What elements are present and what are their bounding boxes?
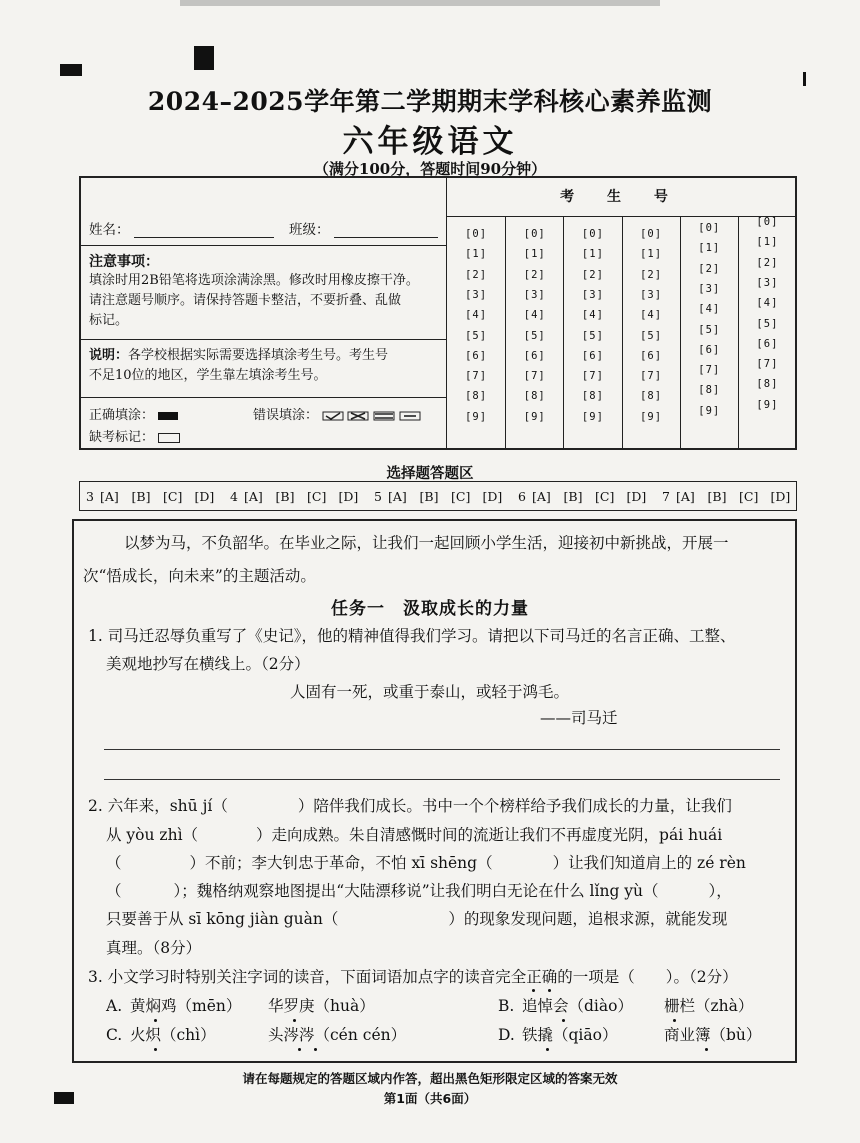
q2-text: ）的现象发现问题，追根求源，就能发现 [448, 910, 728, 928]
explain-block [81, 340, 446, 398]
choice-question-number: 4 [230, 489, 238, 504]
exam-digit-bubble[interactable]: [8] [523, 390, 546, 403]
exam-digit-bubble[interactable]: [1] [465, 248, 488, 261]
q2-text: 从 yòu zhì（ [106, 826, 199, 844]
exam-digit-bubble[interactable]: [4] [640, 309, 663, 322]
choice-option-bubble[interactable]: [C] [163, 489, 183, 504]
q1-quote: 人固有一死，或重于泰山，或轻于鸿毛。 [290, 683, 570, 701]
exam-digit-bubble[interactable]: [3] [698, 282, 721, 295]
exam-subtitle: （满分100分，答题时间90分钟） [313, 160, 547, 178]
exam-digit-bubble[interactable]: [7] [640, 370, 663, 383]
q2-text: ）陪伴我们成长。书中一个个榜样给予我们成长的力量，让我们 [297, 797, 732, 815]
exam-digit-bubble[interactable]: [9] [698, 404, 721, 417]
notes-line: 标记。 [89, 313, 129, 328]
choice-question-number: 6 [518, 489, 526, 504]
q2-line [106, 881, 732, 901]
notes-title: 注意事项： [89, 254, 159, 270]
q3-option-a-word1: 黄焖鸡（mēn） [130, 997, 242, 1015]
choice-option-bubble[interactable]: [A] [676, 489, 695, 504]
exam-digit-bubble[interactable]: [4] [698, 303, 721, 316]
exam-digit-bubble[interactable]: [4] [581, 309, 604, 322]
q2-line [106, 853, 746, 873]
exam-digit-bubble[interactable]: [7] [581, 370, 604, 383]
choice-option-bubble[interactable]: [A] [388, 489, 407, 504]
q2-text: ）走向成熟。朱自清感慨时间的流逝让我们不再虚度光阴，pái huái [256, 826, 723, 844]
exam-digit-bubble[interactable]: [7] [523, 370, 546, 383]
choice-option-bubble[interactable]: [B] [131, 489, 151, 504]
choice-question-number: 5 [374, 489, 382, 504]
answer-area-notice: 请在每题规定的答题区域内作答，超出黑色矩形限定区域的答案无效 [242, 1071, 618, 1086]
choice-option-bubble[interactable]: [B] [563, 489, 583, 504]
exam-digit-bubble[interactable]: [0] [756, 216, 779, 228]
q1-answer-line[interactable] [104, 779, 780, 780]
q3-option-d-word1: 铁撬（qiāo） [522, 1026, 618, 1044]
exam-digit-bubble[interactable]: [6] [465, 349, 488, 362]
exam-digit-bubble[interactable]: [0] [523, 228, 546, 240]
class-label: 班级： [289, 222, 330, 238]
exam-digit-bubble[interactable]: [1] [640, 248, 663, 261]
choice-option-bubble[interactable]: [D] [626, 489, 647, 504]
task1-title: 任务一 汲取成长的力量 [331, 599, 529, 619]
choice-option-bubble[interactable]: [A] [244, 489, 263, 504]
emphasis-dot [293, 1019, 296, 1022]
choice-option-bubble[interactable]: [D] [338, 489, 359, 504]
choice-option-bubble[interactable]: [D] [194, 489, 215, 504]
notes-line: 填涂时用2B铅笔将选项涂满涂黑。修改时用橡皮擦干净。 [89, 273, 419, 288]
emphasis-dot [705, 1048, 708, 1051]
q2-line [106, 825, 722, 845]
choice-option-bubble[interactable]: [A] [100, 489, 119, 504]
q1-author: ——司马迁 [540, 709, 618, 727]
q3-option-c-word2: 头涔涔（cén cén） [268, 1026, 407, 1044]
exam-number-column [563, 216, 621, 448]
candidate-info-box [79, 176, 797, 450]
q2-text: ）让我们知道肩上的 zé rèn [552, 854, 746, 872]
exam-digit-bubble[interactable]: [5] [581, 329, 604, 342]
choice-option-bubble[interactable]: [C] [307, 489, 327, 504]
choice-option-bubble[interactable]: [D] [770, 489, 791, 504]
exam-digit-bubble[interactable]: [7] [465, 370, 488, 383]
exam-digit-bubble[interactable]: [9] [756, 398, 779, 411]
emphasis-dot [546, 1048, 549, 1051]
scan-edge [180, 0, 660, 6]
registration-mark-top-left [60, 64, 82, 76]
exam-number-grid [447, 178, 795, 448]
exam-digit-bubble[interactable]: [5] [640, 329, 663, 342]
correct-fill-label: 正确填涂： [89, 408, 155, 423]
exam-digit-bubble[interactable]: [5] [523, 329, 546, 342]
exam-digit-bubble[interactable]: [8] [465, 390, 488, 403]
explain-line: 不足10位的地区，学生靠左填涂考生号。 [89, 368, 327, 383]
exam-digit-bubble[interactable]: [4] [523, 309, 546, 322]
exam-digit-bubble[interactable]: [8] [756, 378, 779, 391]
choice-area-title: 选择题答题区 [386, 466, 474, 482]
exam-number-column [505, 216, 563, 448]
exam-number-column [738, 216, 796, 448]
exam-digit-bubble[interactable]: [2] [698, 262, 721, 275]
exam-digit-bubble[interactable]: [3] [640, 288, 663, 301]
exam-digit-bubble[interactable]: [9] [523, 410, 546, 423]
wrong-fill-samples-icon [322, 410, 432, 422]
exam-digit-bubble[interactable]: [2] [640, 268, 663, 281]
exam-digit-bubble[interactable]: [8] [581, 390, 604, 403]
page-number: 第1面（共6面） [383, 1091, 477, 1106]
exam-digit-bubble[interactable]: [6] [698, 343, 721, 356]
q3-option-b-word2: 栅栏（zhà） [664, 997, 754, 1015]
q3-text: 的一项是（ ）。（2分） [557, 968, 738, 986]
exam-digit-bubble[interactable]: [5] [465, 329, 488, 342]
emphasis-dot [673, 1019, 676, 1022]
q3-dotted-char: 确 [541, 968, 558, 986]
q2-text: （ [106, 882, 122, 900]
absent-mark-box[interactable] [158, 433, 180, 443]
class-field[interactable] [334, 223, 438, 238]
explain-title: 说明： [89, 348, 129, 363]
q3-option-b-label: B. [498, 997, 515, 1015]
q2-text: 只要善于从 sī kōng jiàn guàn（ [106, 910, 339, 928]
fill-examples [81, 398, 446, 452]
q2-line: 真理。（8分） [106, 939, 202, 957]
q3-option-b-word1: 追悼会（diào） [522, 997, 633, 1015]
exam-digit-bubble[interactable]: [7] [756, 358, 779, 371]
exam-digit-bubble[interactable]: [6] [581, 349, 604, 362]
exam-digit-bubble[interactable]: [0] [465, 228, 488, 240]
emphasis-dot [562, 1019, 565, 1022]
emphasis-dot [298, 1048, 301, 1051]
q2-line [106, 909, 727, 929]
q3-option-a-word2: 华罗庚（huà） [268, 997, 375, 1015]
exam-digit-bubble[interactable]: [1] [698, 242, 721, 255]
choice-question-number: 3 [86, 489, 94, 504]
exam-digit-bubble[interactable]: [1] [523, 248, 546, 261]
exam-number-column [447, 216, 505, 448]
intro-line: 以梦为马，不负韶华。在毕业之际，让我们一起回顾小学生活，迎接初中新挑战，开展一 [124, 534, 729, 552]
q3-option-a-label: A. [106, 997, 123, 1015]
q1-answer-line[interactable] [104, 749, 780, 750]
exam-digit-bubble[interactable]: [2] [523, 268, 546, 281]
name-field[interactable] [134, 223, 274, 238]
q2-text: （ [106, 854, 122, 872]
exam-digit-bubble[interactable]: [3] [581, 288, 604, 301]
q3-option-d-word2: 商业簿（bù） [664, 1026, 762, 1044]
choice-option-bubble[interactable]: [C] [451, 489, 471, 504]
registration-mark-top [194, 46, 214, 70]
exam-digit-bubble[interactable]: [4] [465, 309, 488, 322]
q3-option-d-label: D. [498, 1026, 515, 1044]
q3-option-c-word1: 火炽（chì） [130, 1026, 216, 1044]
exam-digit-bubble[interactable]: [1] [756, 236, 779, 249]
subject-title: 六年级语文 [342, 124, 518, 160]
exam-digit-bubble[interactable]: [0] [581, 228, 604, 240]
choice-option-bubble[interactable]: [D] [482, 489, 503, 504]
exam-digit-bubble[interactable]: [8] [640, 390, 663, 403]
exam-digit-bubble[interactable]: [5] [698, 323, 721, 336]
choice-option-bubble[interactable]: [B] [275, 489, 295, 504]
choice-option-bubble[interactable]: [B] [707, 489, 727, 504]
notes-line: 请注意题号顺序。请保持答题卡整洁，不要折叠、乱做 [89, 293, 402, 308]
q1-stem: 1. 司马迁忍辱负重写了《史记》，他的精神值得我们学习。请把以下司马迁的名言正确、工整、 [88, 627, 736, 645]
choice-option-bubble[interactable]: [A] [532, 489, 551, 504]
q2-text: ）不前；李大钊忠于革命，不怕 xī shēng（ [189, 854, 493, 872]
q2-text: ）；魏格纳观察地图提出“大陆漂移说”让我们明白无论在什么 lǐng yù（ [173, 882, 659, 900]
absent-label: 缺考标记： [89, 430, 155, 445]
exam-digit-bubble[interactable]: [3] [523, 288, 546, 301]
exam-digit-bubble[interactable]: [4] [756, 297, 779, 310]
exam-digit-bubble[interactable]: [0] [640, 228, 663, 240]
exam-number-header: 考 生 号 [447, 178, 795, 217]
q3-dotted-char: 正 [526, 968, 542, 986]
exam-digit-bubble[interactable]: [9] [465, 410, 488, 423]
exam-number-column [622, 216, 680, 448]
correct-fill-sample-icon [158, 412, 178, 420]
candidate-info-left [81, 178, 447, 448]
choice-option-bubble[interactable]: [B] [419, 489, 439, 504]
exam-digit-bubble[interactable]: [6] [756, 337, 779, 350]
q3-option-c-label: C. [106, 1026, 123, 1044]
choice-question-number: 7 [662, 489, 670, 504]
q2-text: ）， [708, 882, 732, 900]
exam-digit-bubble[interactable]: [6] [523, 349, 546, 362]
emphasis-dot [154, 1019, 157, 1022]
emphasis-dot [314, 1048, 317, 1051]
emphasis-dot [154, 1048, 157, 1051]
exam-title: 2024–2025学年第二学期期末学科核心素养监测 [147, 87, 713, 116]
exam-digit-bubble[interactable]: [2] [581, 268, 604, 281]
choice-option-bubble[interactable]: [C] [595, 489, 615, 504]
q2-text: 2. 六年来，shū jí（ [88, 797, 228, 815]
exam-digit-bubble[interactable]: [9] [581, 410, 604, 423]
exam-digit-bubble[interactable]: [2] [756, 256, 779, 269]
exam-digit-bubble[interactable]: [6] [640, 349, 663, 362]
exam-digit-bubble[interactable]: [3] [465, 288, 488, 301]
exam-digit-bubble[interactable]: [3] [756, 276, 779, 289]
exam-digit-bubble[interactable]: [1] [581, 248, 604, 261]
q3-text: 3. 小文学习时特别关注字词的读音，下面词语加点字的读音完全 [88, 968, 527, 986]
exam-digit-bubble[interactable]: [8] [698, 384, 721, 397]
notes-block [81, 246, 446, 340]
q2-line [88, 796, 732, 816]
exam-digit-bubble[interactable]: [2] [465, 268, 488, 281]
exam-digit-bubble[interactable]: [7] [698, 364, 721, 377]
exam-digit-bubble[interactable]: [9] [640, 410, 663, 423]
choice-answer-bar [79, 481, 797, 511]
q3-stem [88, 967, 738, 987]
q1-stem: 美观地抄写在横线上。（2分） [106, 655, 310, 673]
choice-option-bubble[interactable]: [C] [739, 489, 759, 504]
explain-line: 各学校根据实际需要选择填涂考生号。考生号 [128, 348, 389, 363]
exam-number-column [680, 216, 738, 448]
name-label: 姓名： [89, 222, 130, 238]
exam-digit-bubble[interactable]: [0] [698, 222, 721, 234]
name-class-row [81, 178, 446, 246]
wrong-fill-label: 错误填涂： [253, 408, 319, 423]
exam-digit-bubble[interactable]: [5] [756, 317, 779, 330]
intro-line: 次“悟成长，向未来”的主题活动。 [83, 567, 316, 585]
